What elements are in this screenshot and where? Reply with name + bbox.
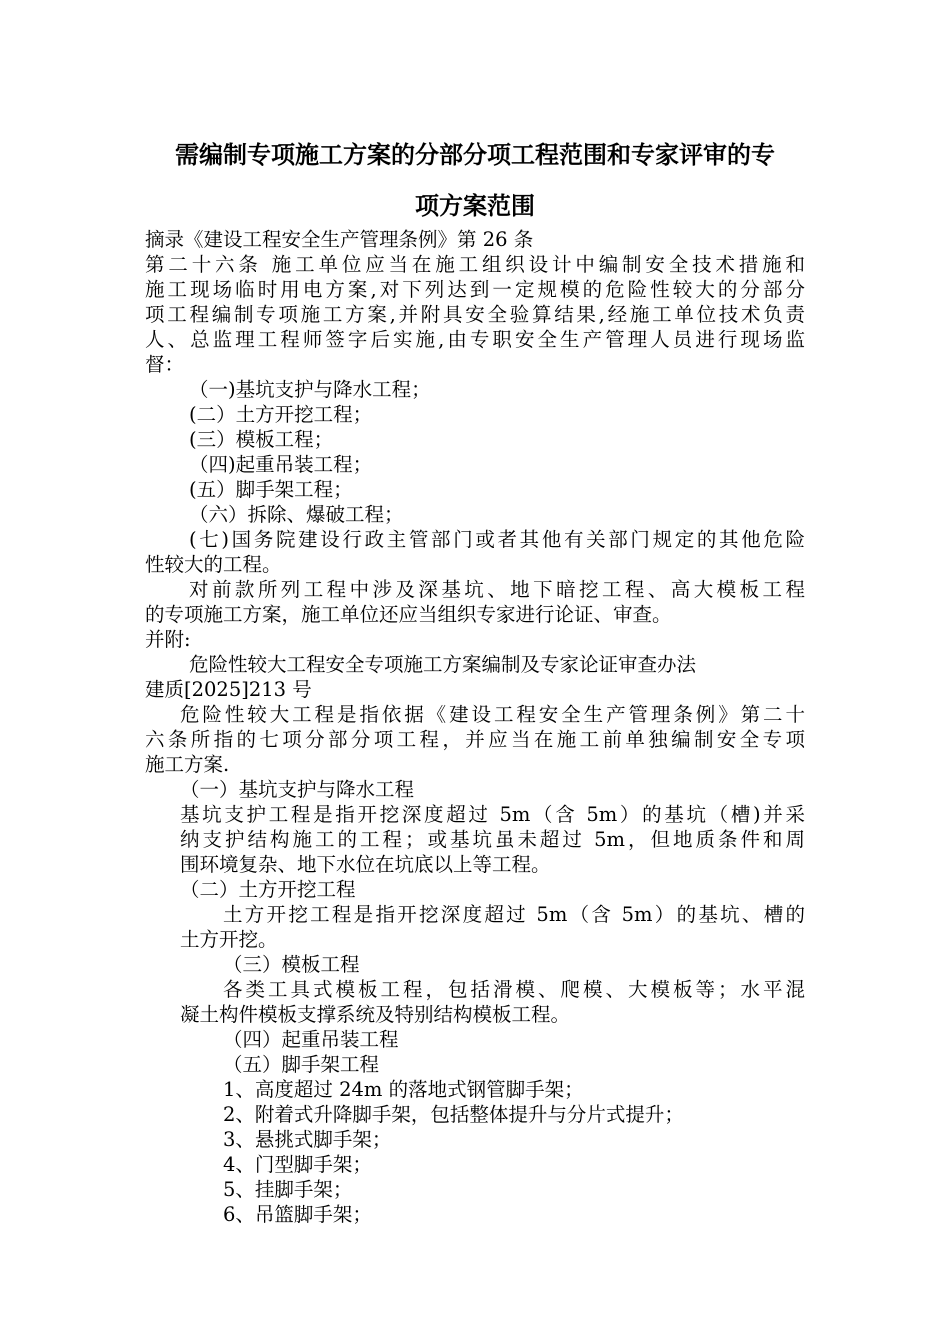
scaffold-item: 3、悬挑式脚手架； — [223, 1128, 392, 1151]
list-item: (五）脚手架工程； — [189, 478, 353, 501]
section-heading: （二）土方开挖工程 — [180, 878, 356, 901]
section-body-line: 凝土构件模板支撑系统及特别结构模板工程。 — [180, 1003, 571, 1026]
attach-doc-number: 建质[2025]213 号 — [145, 678, 312, 701]
section-body-line: 基坑支护工程是指开挖深度超过 5m（含 5m）的基坑（槽)并采 — [180, 803, 805, 826]
definition-line-2: 六条所指的七项分部分项工程，并应当在施工前单独编制安全专项 — [145, 728, 805, 751]
attach-label: 并附: — [145, 628, 191, 651]
article-line-4: 人、总监理工程师签字后实施,由专职安全生产管理人员进行现场监 — [145, 328, 805, 351]
item7-line-2: 性较大的工程。 — [145, 553, 282, 576]
scaffold-item: 6、吊篮脚手架； — [223, 1203, 372, 1226]
scaffold-item: 4、门型脚手架； — [223, 1153, 372, 1176]
section-heading: （四）起重吊装工程 — [223, 1028, 399, 1051]
list-item: （六）拆除、爆破工程； — [189, 503, 404, 526]
excerpt-line: 摘录《建设工程安全生产管理条例》第 26 条 — [145, 228, 534, 251]
list-item: （四)起重吊装工程； — [189, 453, 373, 476]
section-heading: （五）脚手架工程 — [223, 1053, 380, 1076]
expert-line-1: 对前款所列工程中涉及深基坑、地下暗挖工程、高大模板工程 — [189, 578, 805, 601]
article-line-5: 督： — [145, 353, 185, 376]
document-title-line2: 项方案范围 — [415, 191, 535, 220]
attach-doc-title: 危险性较大工程安全专项施工方案编制及专家论证审查办法 — [189, 653, 697, 676]
scaffold-item: 5、挂脚手架； — [223, 1178, 353, 1201]
article-line-1: 第二十六条 施工单位应当在施工组织设计中编制安全技术措施和 — [145, 253, 805, 276]
list-item: (三）模板工程； — [189, 428, 334, 451]
section-body-line: 围环境复杂、地下水位在坑底以上等工程。 — [180, 853, 551, 876]
section-body-line: 各类工具式模板工程，包括滑模、爬模、大模板等；水平混 — [223, 978, 805, 1001]
list-item: （一)基坑支护与降水工程； — [189, 378, 431, 401]
scaffold-item: 2、附着式升降脚手架，包括整体提升与分片式提升； — [223, 1103, 684, 1126]
definition-line-3: 施工方案. — [145, 753, 230, 776]
article-line-3: 项工程编制专项施工方案,并附具安全验算结果,经施工单位技术负责 — [145, 303, 805, 326]
scaffold-item: 1、高度超过 24m 的落地式钢管脚手架； — [223, 1078, 584, 1101]
expert-line-2: 的专项施工方案，施工单位还应当组织专家进行论证、审查。 — [145, 603, 672, 626]
section-heading: （一）基坑支护与降水工程 — [180, 778, 415, 801]
item7-line-1: (七)国务院建设行政主管部门或者其他有关部门规定的其他危险 — [189, 528, 805, 551]
section-body-line: 土方开挖工程是指开挖深度超过 5m（含 5m）的基坑、槽的 — [223, 903, 805, 926]
section-body-line: 纳支护结构施工的工程；或基坑虽未超过 5m，但地质条件和周 — [180, 828, 805, 851]
section-heading: （三）模板工程 — [223, 953, 360, 976]
list-item: (二）土方开挖工程； — [189, 403, 373, 426]
section-body-line: 土方开挖。 — [180, 928, 278, 951]
document-title-line1: 需编制专项施工方案的分部分项工程范围和专家评审的专 — [175, 140, 775, 169]
article-line-2: 施工现场临时用电方案,对下列达到一定规模的危险性较大的分部分 — [145, 278, 805, 301]
definition-line-1: 危险性较大工程是指依据《建设工程安全生产管理条例》第二十 — [180, 703, 805, 726]
